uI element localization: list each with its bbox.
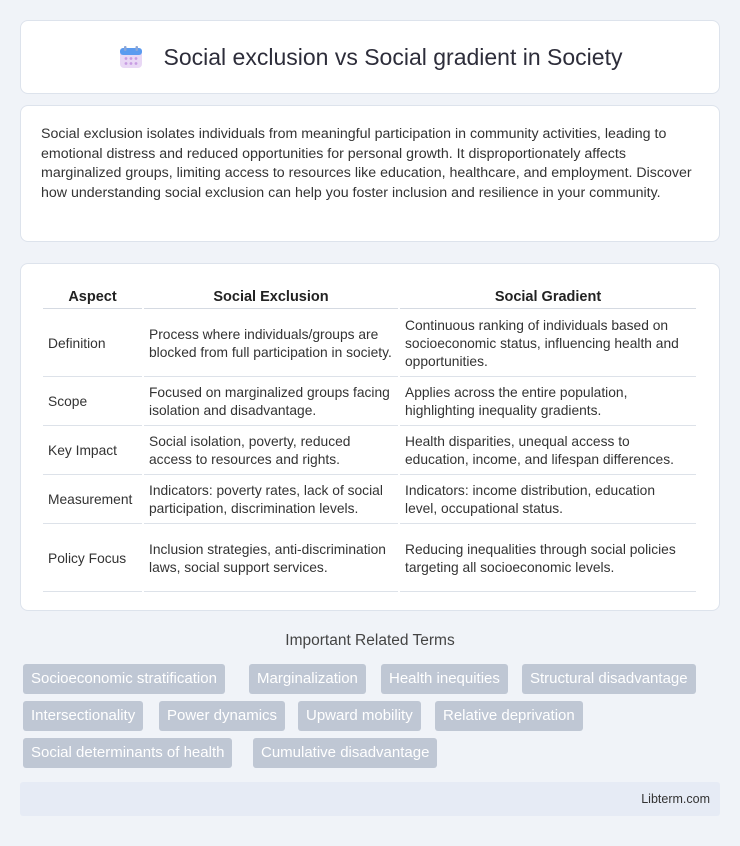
table-row xyxy=(43,311,696,377)
related-term-tag[interactable]: Socioeconomic stratification xyxy=(23,664,225,694)
related-term-tag[interactable]: Marginalization xyxy=(249,664,366,694)
column-header: Social Exclusion xyxy=(144,286,398,309)
footer-brand-link[interactable]: Libterm.com xyxy=(641,792,710,806)
header-card xyxy=(20,20,720,94)
table-row xyxy=(43,477,696,524)
related-term-tag[interactable]: Power dynamics xyxy=(159,701,285,731)
intro-card xyxy=(20,105,720,242)
intro-text: Social exclusion isolates individuals from meaningful participation in community activities, leading to emotional distress and reduced opportunities for personal growth. It disproportionately affects marginalized groups, limiting access to resources like education, healthcare, and employment. Discover how understanding social exclusion can help you foster inclusion and resilience in your community. xyxy=(41,126,692,201)
column-header: Social Gradient xyxy=(400,286,696,309)
aspect-cell: Measurement xyxy=(43,477,142,524)
related-term-tag[interactable]: Health inequities xyxy=(381,664,508,694)
aspect-cell: Key Impact xyxy=(43,428,142,475)
gradient-cell: Indicators: income distribution, education level, occupational status. xyxy=(400,477,696,524)
exclusion-cell: Focused on marginalized groups facing isolation and disadvantage. xyxy=(144,379,398,426)
aspect-cell: Definition xyxy=(43,311,142,377)
related-term-tag[interactable]: Upward mobility xyxy=(298,701,421,731)
related-term-tag[interactable]: Social determinants of health xyxy=(23,738,232,768)
related-term-tag[interactable]: Structural disadvantage xyxy=(522,664,696,694)
table-row xyxy=(43,379,696,426)
table-row xyxy=(43,428,696,475)
exclusion-cell: Inclusion strategies, anti-discrimination laws, social support services. xyxy=(144,526,398,592)
gradient-cell: Applies across the entire population, highlighting inequality gradients. xyxy=(400,379,696,426)
aspect-cell: Scope xyxy=(43,379,142,426)
related-term-tag[interactable]: Cumulative disadvantage xyxy=(253,738,437,768)
comparison-table xyxy=(41,284,698,594)
calendar-icon xyxy=(118,44,144,70)
related-term-tag[interactable]: Relative deprivation xyxy=(435,701,583,731)
gradient-cell: Health disparities, unequal access to education, income, and lifespan differences. xyxy=(400,428,696,475)
footer xyxy=(20,782,720,816)
table-header-row xyxy=(43,286,696,309)
exclusion-cell: Process where individuals/groups are blocked from full participation in society. xyxy=(144,311,398,377)
exclusion-cell: Social isolation, poverty, reduced access to resources and rights. xyxy=(144,428,398,475)
related-terms-title: Important Related Terms xyxy=(285,632,455,649)
aspect-cell: Policy Focus xyxy=(43,526,142,592)
column-header: Aspect xyxy=(43,286,142,309)
exclusion-cell: Indicators: poverty rates, lack of social participation, discrimination levels. xyxy=(144,477,398,524)
page-title: Social exclusion vs Social gradient in Society xyxy=(163,43,623,70)
gradient-cell: Reducing inequalities through social policies targeting all socioeconomic levels. xyxy=(400,526,696,592)
gradient-cell: Continuous ranking of individuals based on socioeconomic status, influencing health and opportunities. xyxy=(400,311,696,377)
comparison-card xyxy=(20,263,720,611)
related-term-tag[interactable]: Intersectionality xyxy=(23,701,143,731)
table-row xyxy=(43,526,696,592)
